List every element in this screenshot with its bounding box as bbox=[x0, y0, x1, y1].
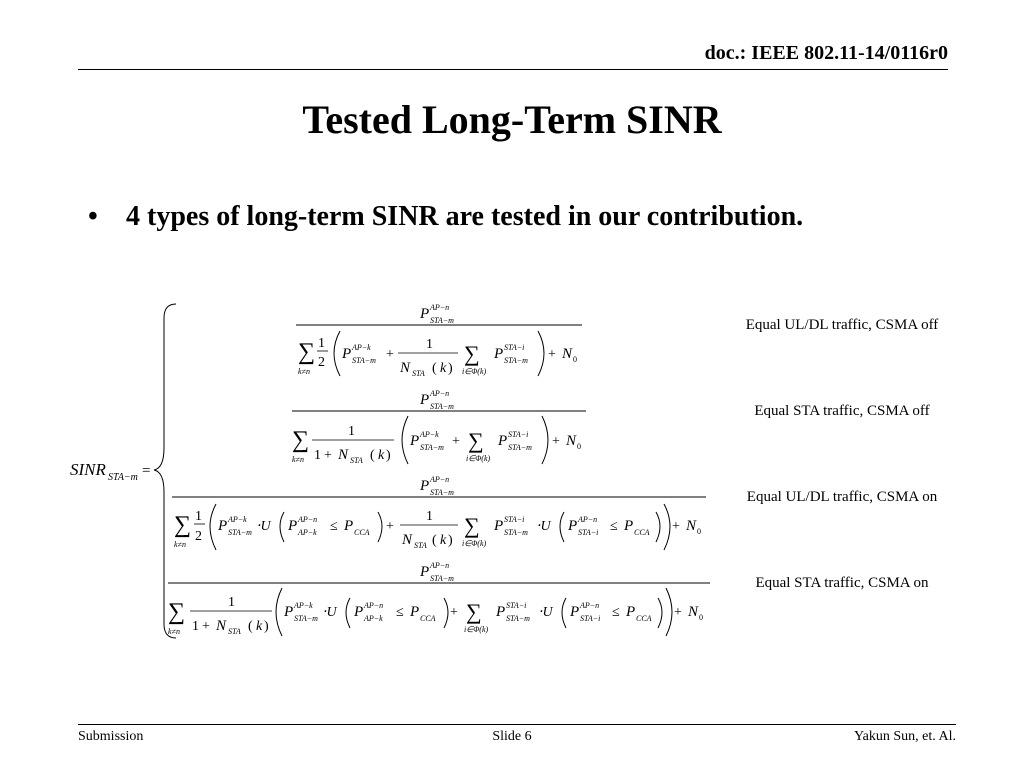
case-1-condition: Equal UL/DL traffic, CSMA off bbox=[745, 317, 939, 333]
svg-text:N: N bbox=[402, 532, 413, 548]
lhs-subscript: STA−m bbox=[108, 472, 138, 483]
svg-text:1: 1 bbox=[426, 337, 433, 352]
svg-text:+: + bbox=[386, 347, 394, 362]
svg-text:2: 2 bbox=[195, 529, 202, 544]
svg-text:STA−i: STA−i bbox=[504, 343, 525, 352]
svg-text:+: + bbox=[324, 448, 332, 463]
document-id: doc.: IEEE 802.11-14/0116r0 bbox=[704, 42, 948, 64]
slide-title: Tested Long-Term SINR bbox=[302, 97, 722, 142]
svg-text:P: P bbox=[494, 518, 504, 534]
svg-text:⋅U: ⋅U bbox=[538, 605, 553, 620]
svg-text:i∈Φ(k): i∈Φ(k) bbox=[466, 454, 491, 463]
svg-text:AP−k: AP−k bbox=[294, 601, 313, 610]
svg-text:≤: ≤ bbox=[330, 519, 338, 534]
svg-text:STA−i: STA−i bbox=[580, 614, 601, 623]
svg-text:AP−n: AP−n bbox=[364, 601, 384, 610]
svg-text:STA−i: STA−i bbox=[578, 528, 599, 537]
svg-text:+: + bbox=[452, 434, 460, 449]
svg-text:+: + bbox=[450, 605, 458, 620]
svg-text:STA−m: STA−m bbox=[504, 528, 528, 537]
svg-text:+: + bbox=[386, 519, 394, 534]
svg-text:0: 0 bbox=[573, 355, 577, 364]
svg-text:⋅U: ⋅U bbox=[256, 519, 271, 534]
svg-text:P: P bbox=[570, 604, 580, 620]
svg-text:P: P bbox=[568, 518, 578, 534]
svg-text:≤: ≤ bbox=[396, 605, 404, 620]
svg-text:P: P bbox=[288, 518, 298, 534]
svg-text:P: P bbox=[342, 346, 352, 362]
svg-text:): ) bbox=[448, 533, 453, 548]
svg-text:k: k bbox=[440, 533, 447, 548]
svg-text:STA−i: STA−i bbox=[506, 601, 527, 610]
svg-text:1: 1 bbox=[192, 619, 199, 634]
svg-text:STA−m: STA−m bbox=[506, 614, 530, 623]
svg-text:+: + bbox=[552, 434, 560, 449]
svg-text:STA: STA bbox=[350, 456, 363, 465]
svg-text:AP−n: AP−n bbox=[298, 515, 318, 524]
lhs-equals: = bbox=[142, 463, 151, 479]
svg-text:P: P bbox=[420, 392, 430, 408]
svg-text:STA−m: STA−m bbox=[430, 488, 454, 497]
svg-text:N: N bbox=[566, 433, 577, 449]
svg-text:STA: STA bbox=[228, 627, 241, 636]
svg-text:P: P bbox=[354, 604, 364, 620]
svg-text:CCA: CCA bbox=[634, 528, 650, 537]
footer-author: Yakun Sun, et. Al. bbox=[853, 729, 956, 744]
svg-text:STA: STA bbox=[414, 541, 427, 550]
svg-text:P: P bbox=[420, 564, 430, 580]
svg-text:STA−m: STA−m bbox=[420, 443, 444, 452]
svg-text:AP−n: AP−n bbox=[578, 515, 598, 524]
svg-text:∑: ∑ bbox=[468, 428, 484, 453]
svg-text:⋅U: ⋅U bbox=[536, 519, 551, 534]
svg-text:STA−m: STA−m bbox=[430, 316, 454, 325]
svg-text:∑: ∑ bbox=[464, 513, 480, 538]
svg-text:P: P bbox=[420, 478, 430, 494]
svg-text:k≠n: k≠n bbox=[168, 627, 180, 636]
svg-text:): ) bbox=[386, 448, 391, 463]
svg-text:≤: ≤ bbox=[612, 605, 620, 620]
svg-text:P: P bbox=[344, 518, 354, 534]
svg-text:2: 2 bbox=[318, 355, 325, 370]
svg-text:N: N bbox=[562, 346, 573, 362]
svg-text:k: k bbox=[256, 619, 263, 634]
svg-text:P: P bbox=[496, 604, 506, 620]
svg-text:1: 1 bbox=[314, 448, 321, 463]
svg-text:AP−k: AP−k bbox=[420, 430, 439, 439]
svg-text:P: P bbox=[410, 604, 420, 620]
footer-divider bbox=[78, 724, 956, 725]
svg-text:CCA: CCA bbox=[420, 614, 436, 623]
svg-text:(: ( bbox=[432, 533, 437, 548]
header-divider bbox=[78, 69, 948, 70]
svg-text:(: ( bbox=[248, 619, 253, 634]
svg-text:i∈Φ(k): i∈Φ(k) bbox=[462, 367, 487, 376]
bullet-marker: • bbox=[88, 201, 98, 232]
svg-text:): ) bbox=[448, 361, 453, 376]
svg-text:AP−n: AP−n bbox=[430, 303, 450, 312]
svg-text:STA−m: STA−m bbox=[228, 528, 252, 537]
svg-text:+: + bbox=[674, 605, 682, 620]
case-3-condition: Equal UL/DL traffic, CSMA on bbox=[746, 489, 938, 505]
svg-text:N: N bbox=[686, 518, 697, 534]
case-4-condition: Equal STA traffic, CSMA on bbox=[755, 575, 929, 591]
svg-text:0: 0 bbox=[577, 442, 581, 451]
svg-text:AP−k: AP−k bbox=[298, 528, 317, 537]
svg-text:+: + bbox=[202, 619, 210, 634]
svg-text:STA−i: STA−i bbox=[504, 515, 525, 524]
cases-brace bbox=[154, 304, 176, 638]
footer-submission: Submission bbox=[78, 729, 144, 744]
svg-text:1: 1 bbox=[195, 509, 202, 524]
svg-text:N: N bbox=[688, 604, 699, 620]
svg-text:1: 1 bbox=[318, 336, 325, 351]
svg-text:STA−m: STA−m bbox=[508, 443, 532, 452]
case-2-expression bbox=[292, 389, 586, 465]
svg-text:⋅U: ⋅U bbox=[322, 605, 337, 620]
svg-text:P: P bbox=[218, 518, 228, 534]
svg-text:CCA: CCA bbox=[354, 528, 370, 537]
svg-text:∑: ∑ bbox=[292, 427, 310, 453]
svg-text:P: P bbox=[624, 518, 634, 534]
svg-text:k≠n: k≠n bbox=[292, 455, 304, 464]
svg-text:i∈Φ(k): i∈Φ(k) bbox=[462, 539, 487, 548]
case-2-condition: Equal STA traffic, CSMA off bbox=[754, 403, 930, 419]
svg-text:(: ( bbox=[432, 361, 437, 376]
svg-text:k≠n: k≠n bbox=[174, 540, 186, 549]
svg-text:k: k bbox=[378, 448, 385, 463]
svg-text:STA−m: STA−m bbox=[352, 356, 376, 365]
svg-text:(: ( bbox=[370, 448, 375, 463]
svg-text:1: 1 bbox=[426, 509, 433, 524]
svg-text:k≠n: k≠n bbox=[298, 367, 310, 376]
case-1-expression bbox=[296, 303, 582, 378]
svg-text:0: 0 bbox=[697, 527, 701, 536]
svg-text:STA−i: STA−i bbox=[508, 430, 529, 439]
svg-text:1: 1 bbox=[348, 424, 355, 439]
svg-text:CCA: CCA bbox=[636, 614, 652, 623]
svg-text:STA: STA bbox=[412, 369, 425, 378]
svg-text:AP−n: AP−n bbox=[430, 561, 450, 570]
footer-slide-number: Slide 6 bbox=[492, 729, 532, 744]
svg-text:STA−m: STA−m bbox=[430, 574, 454, 583]
svg-text:P: P bbox=[626, 604, 636, 620]
case-4-expression bbox=[168, 561, 710, 636]
svg-text:): ) bbox=[264, 619, 269, 634]
svg-text:∑: ∑ bbox=[466, 599, 482, 624]
svg-text:N: N bbox=[400, 360, 411, 376]
lhs-sinr: SINR bbox=[70, 460, 106, 479]
svg-text:+: + bbox=[672, 519, 680, 534]
svg-text:+: + bbox=[548, 347, 556, 362]
svg-text:∑: ∑ bbox=[174, 512, 192, 538]
svg-text:AP−n: AP−n bbox=[430, 389, 450, 398]
case-3-expression bbox=[172, 475, 706, 550]
svg-text:P: P bbox=[494, 346, 504, 362]
svg-text:0: 0 bbox=[699, 613, 703, 622]
svg-text:i∈Φ(k): i∈Φ(k) bbox=[464, 625, 489, 634]
svg-text:AP−k: AP−k bbox=[352, 343, 371, 352]
svg-text:STA−m: STA−m bbox=[430, 402, 454, 411]
svg-text:P: P bbox=[498, 433, 508, 449]
svg-text:AP−n: AP−n bbox=[430, 475, 450, 484]
svg-text:P: P bbox=[284, 604, 294, 620]
svg-text:AP−n: AP−n bbox=[580, 601, 600, 610]
svg-text:∑: ∑ bbox=[298, 339, 316, 365]
svg-text:N: N bbox=[216, 618, 227, 634]
svg-text:AP−k: AP−k bbox=[228, 515, 247, 524]
svg-text:P: P bbox=[410, 433, 420, 449]
svg-text:≤: ≤ bbox=[610, 519, 618, 534]
svg-text:STA−m: STA−m bbox=[294, 614, 318, 623]
svg-text:k: k bbox=[440, 361, 447, 376]
svg-text:AP−k: AP−k bbox=[364, 614, 383, 623]
svg-text:1: 1 bbox=[228, 595, 235, 610]
svg-text:P: P bbox=[420, 306, 430, 322]
bullet-text: 4 types of long-term SINR are tested in our contribution. bbox=[126, 201, 804, 232]
svg-text:STA−m: STA−m bbox=[504, 356, 528, 365]
svg-text:N: N bbox=[338, 447, 349, 463]
svg-text:∑: ∑ bbox=[464, 341, 480, 366]
svg-text:∑: ∑ bbox=[168, 599, 186, 625]
